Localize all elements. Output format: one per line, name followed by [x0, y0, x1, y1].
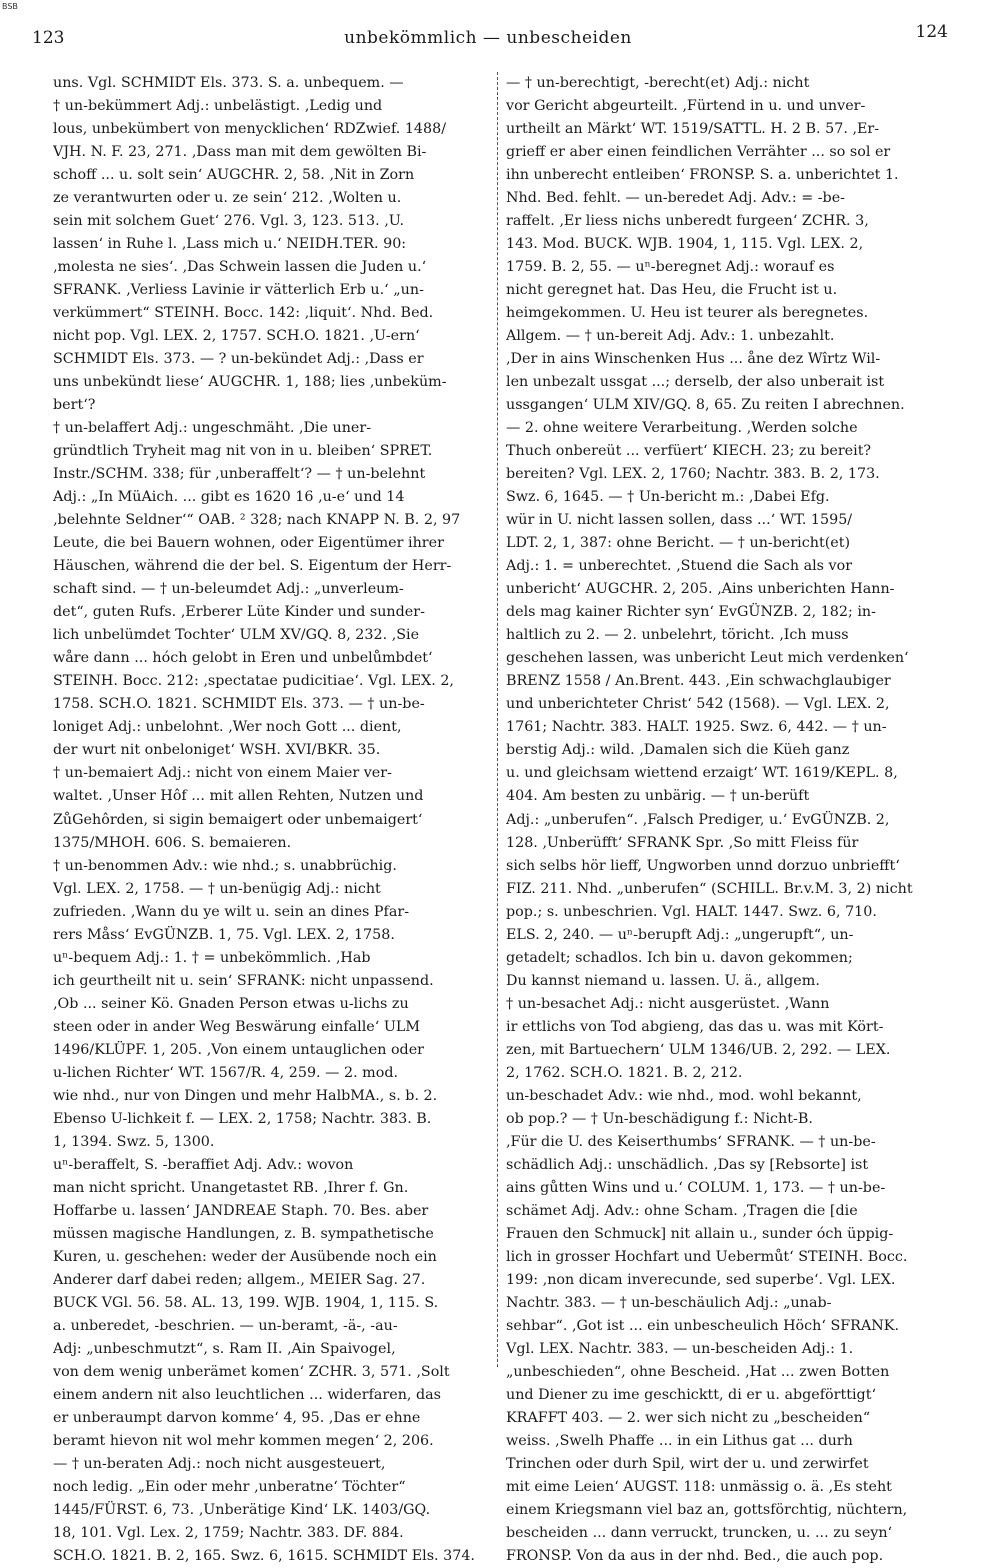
text-line: uⁿ-beraffelt, S. -beraffiet Adj. Adv.: wovon [53, 1156, 354, 1173]
text-line: KRAFFT 403. — 2. wer sich nicht zu „bescheiden“ [506, 1409, 871, 1426]
text-line: zufrieden. ‚Wann du ye wilt u. sein an dines Pfar- [53, 903, 410, 920]
text-line: Ebenso U-lichkeit f. — LEX. 2, 1758; Nachtr. 383. B. [53, 1110, 432, 1127]
text-line: Nhd. Bed. fehlt. — un-beredet Adj. Adv.: = -be- [506, 190, 845, 207]
text-line: schämet Adj. Adv.: ohne Scham. ‚Tragen die [die [506, 1202, 858, 1219]
text-line: Häuschen, während die der bel. S. Eigentum der Herr- [53, 558, 452, 575]
text-line: einem Kriegsmann viel baz an, gottsförchtig, nüchtern, [506, 1501, 908, 1518]
text-line: Frauen den Schmuck] nit allain u., sunder óch üppig- [506, 1225, 894, 1242]
text-line: 404. Am besten zu unbärig. — † un-berüft [506, 788, 810, 805]
text-line: loniget Adj.: unbelohnt. ‚Wer noch Gott ... dient, [53, 719, 402, 736]
text-line: ‚Für die U. des Keiserthumbs‘ SFRANK. — † un-be- [506, 1133, 876, 1150]
text-line: 1759. B. 2, 55. — uⁿ-beregnet Adj.: worauf es [506, 259, 835, 276]
text-line: uns. Vgl. SCHMIDT Els. 373. S. a. unbequem. — [53, 75, 404, 91]
text-line: waltet. ‚Unser Hôf ... mit allen Rehten, Nutzen und [53, 788, 424, 805]
text-line: „unbeschieden“, ohne Bescheid. ‚Hat ... zwen Botten [506, 1363, 890, 1380]
text-line: steen oder in ander Weg Beswärung einfalle‘ ULM [53, 1018, 421, 1035]
library-stamp: BSB [2, 2, 18, 11]
text-line: noch ledig. „Ein oder mehr ‚unberatne‘ Töchter“ [53, 1478, 406, 1495]
text-line: und Diener zu ime geschicktt, di er u. abgeförttigt‘ [506, 1386, 876, 1403]
text-line: a. unberedet, -beschrien. — un-beramt, -ä-, -au- [53, 1317, 398, 1334]
text-line: getadelt; schadlos. Ich bin u. davon gekommen; [506, 949, 853, 966]
text-line: ZůGehôrden, si sigin bemaigert oder unbemaigert‘ [53, 811, 423, 828]
text-line: unbericht‘ AUGCHR. 2, 205. ‚Ains unberichten Hann- [506, 581, 895, 598]
text-line: uns unbekündt liese‘ AUGCHR. 1, 188; lies ‚unbeküm- [53, 374, 447, 391]
text-line: u-lichen Richter‘ WT. 1567/R. 4, 259. — 2. mod. [53, 1064, 399, 1081]
text-line: mit eime Leien‘ AUGST. 118: unmässig o. ä. ‚Es steht [506, 1478, 892, 1495]
text-line: det“, guten Rufs. ‚Erberer Lüte Kinder und sunder- [53, 604, 425, 621]
text-line: wie nhd., nur von Dingen und mehr HalbMA., s. b. 2. [53, 1087, 438, 1104]
text-line: Trinchen oder durh Spil, wirt der u. und zerwirfet [506, 1455, 869, 1472]
text-line: SCHMIDT Els. 373. — ? un-bekündet Adj.: ‚Dass er [53, 351, 424, 368]
text-line: — † un-berechtigt, -berecht(et) Adj.: nicht [506, 75, 810, 91]
text-line: Hoffarbe u. lassen‘ JANDREAE Staph. 70. Bes. aber [53, 1202, 429, 1219]
page-number-left: 123 [32, 28, 65, 48]
text-line: — 2. ohne weitere Verarbeitung. ‚Werden solche [506, 420, 858, 437]
text-line: BRENZ 1558 / An.Brent. 443. ‚Ein schwachglaubiger [506, 673, 891, 690]
text-line: 1, 1394. Swz. 5, 1300. [53, 1133, 215, 1150]
page-header [28, 22, 948, 56]
text-line: FRONSP. Von da aus in der nhd. Bed., die auch pop. [506, 1548, 884, 1564]
text-line: † un-belaffert Adj.: ungeschmäht. ‚Die uner- [53, 420, 372, 437]
text-line: ‚molesta ne sies‘. ‚Das Schwein lassen die Juden u.‘ [53, 259, 427, 276]
text-line: dels mag kainer Richter syn‘ EvGÜNZB. 2, 182; in- [506, 604, 876, 621]
text-line: bescheiden ... dann verruckt, truncken, u. ... zu seyn‘ [506, 1524, 893, 1541]
text-line: vor Gericht abgeurteilt. ‚Fürtend in u. und unver- [506, 98, 866, 115]
left-column [53, 72, 493, 1568]
text-line: ob pop.? — † Un-beschädigung f.: Nicht-B. [506, 1110, 813, 1127]
text-line: geschehen lassen, was unbericht Leut mich verdenken‘ [506, 650, 909, 667]
text-line: rers Måss‘ EvGÜNZB. 1, 75. Vgl. LEX. 2, 1758. [53, 926, 395, 943]
text-line: Kuren, u. geschehen: weder der Ausübende noch ein [53, 1248, 437, 1265]
text-line: der wurt nit onbeloniget‘ WSH. XVI/BKR. 35. [53, 742, 381, 759]
text-line: Instr./SCHM. 338; für ‚unberaffelt‘? — † un-belehnt [53, 466, 426, 483]
text-line: ‚Der in ains Winschenken Hus ... åne dez Wîrtz Wil- [506, 351, 881, 368]
text-line: verkümmert“ STEINH. Bocc. 142: ‚liquit‘. Nhd. Bed. [53, 305, 434, 322]
text-line: von dem wenig unberämet komen‘ ZCHR. 3, 571. ‚Solt [53, 1363, 450, 1380]
text-line: 143. Mod. BUCK. WJB. 1904, 1, 115. Vgl. LEX. 2, [506, 236, 864, 253]
text-line: Swz. 6, 1645. — † Un-bericht m.: ‚Dabei Efg. [506, 489, 830, 506]
text-line: Vgl. LEX. Nachtr. 383. — un-bescheiden Adj.: 1. [506, 1340, 854, 1357]
text-line: 1758. SCH.O. 1821. SCHMIDT Els. 373. — † un-be- [53, 696, 425, 713]
text-line: berstig Adj.: wild. ‚Damalen sich die Küeh ganz [506, 742, 850, 759]
text-line: Thuch onbereüt ... verfüert‘ KIECH. 23; zu bereit? [506, 443, 872, 460]
text-line: ‚Ob ... seiner Kö. Gnaden Person etwas u-lichs zu [53, 995, 409, 1012]
text-line: Vgl. LEX. 2, 1758. — † un-benügig Adj.: nicht [53, 880, 381, 897]
text-line: 1445/FÜRST. 6, 73. ‚Unberätige Kind‘ LK. 1403/GQ. [53, 1501, 431, 1518]
text-line: 128. ‚Unberüfft‘ SFRANK Spr. ‚So mitt Fleiss für [506, 834, 859, 851]
text-line: wür in U. nicht lassen sollen, dass ...‘ WT. 1595/ [506, 512, 853, 529]
text-line: FIZ. 211. Nhd. „unberufen“ (SCHILL. Br.v.M. 3, 2) nicht [506, 880, 913, 897]
text-line: schoff ... u. solt sein‘ AUGCHR. 2, 58. ‚Nit in Zorn [53, 167, 415, 184]
text-line: pop.; s. unbeschrien. Vgl. HALT. 1447. Swz. 6, 710. [506, 903, 877, 920]
text-line: ir ettlichs von Tod abgieng, das das u. was mit Kört- [506, 1018, 884, 1035]
text-line: len unbezalt ussgat ...; derselb, der also unberait ist [506, 374, 885, 391]
text-line: grieff er aber einen feindlichen Verrähter ... so sol er [506, 144, 891, 161]
text-line: zen, mit Bartuechern‘ ULM 1346/UB. 2, 292. — LEX. [506, 1041, 891, 1058]
text-line: STEINH. Bocc. 212: ‚spectatae pudicitiae‘. Vgl. LEX. 2, [53, 673, 454, 690]
text-line: † un-benommen Adv.: wie nhd.; s. unabbrüchig. [53, 857, 397, 874]
text-line: ihn unberecht entleiben‘ FRONSP. S. a. unberichtet 1. [506, 167, 899, 184]
text-line: ussgangen‘ ULM XIV/GQ. 8, 65. Zu reiten I abrechnen. [506, 397, 905, 414]
text-line: un-beschadet Adv.: wie nhd., mod. wohl bekannt, [506, 1087, 862, 1104]
text-line: 199: ‚non dicam inverecunde, sed superbe‘. Vgl. LEX. [506, 1271, 896, 1288]
text-line: sehbar“. ‚Got ist ... ein unbescheulich Höch‘ SFRANK. [506, 1317, 900, 1334]
text-line: urtheilt an Märkt‘ WT. 1519/SATTL. H. 2 B. 57. ‚Er- [506, 121, 880, 138]
text-line: ich geurtheilt nit u. sein‘ SFRANK: nicht unpassend. [53, 972, 434, 989]
text-line: bereiten? Vgl. LEX. 2, 1760; Nachtr. 383. B. 2, 173. [506, 466, 880, 483]
text-line: bert‘? [53, 397, 96, 414]
text-line: lous, unbekümbert von menycklichen‘ RDZwief. 1488/ [53, 121, 447, 138]
text-line: 2, 1762. SCH.O. 1821. B. 2, 212. [506, 1064, 743, 1081]
text-line: heimgekommen. U. Heu ist teurer als beregnetes. [506, 305, 869, 322]
text-line: ELS. 2, 240. — uⁿ-berupft Adj.: „ungerupft“, un- [506, 926, 854, 943]
text-line: 1375/MHOH. 606. S. bemaieren. [53, 834, 292, 851]
text-line: 1761; Nachtr. 383. HALT. 1925. Swz. 6, 442. — † un- [506, 719, 887, 736]
text-line: müssen magische Handlungen, z. B. sympathetische [53, 1225, 434, 1242]
text-line: Nachtr. 383. — † un-beschäulich Adj.: „unab- [506, 1294, 832, 1311]
text-line: haltlich zu 2. — 2. unbelehrt, töricht. ‚Ich muss [506, 627, 849, 644]
text-line: man nicht spricht. Unangetastet RB. ‚Ihrer f. Gn. [53, 1179, 409, 1196]
text-line: weiss. ‚Swelh Phaffe ... in ein Lithus gat ... durh [506, 1432, 853, 1449]
text-line: BUCK VGl. 56. 58. AL. 13, 199. WJB. 1904, 1, 115. S. [53, 1294, 439, 1311]
text-line: sein mit solchem Guet‘ 276. Vgl. 3, 123. 513. ‚U. [53, 213, 405, 230]
text-line: gründtlich Tryheit mag nit von in u. bleiben‘ SPRET. [53, 443, 433, 460]
text-line: uⁿ-bequem Adj.: 1. † = unbekömmlich. ‚Hab [53, 949, 371, 966]
text-line: 18, 101. Vgl. Lex. 2, 1759; Nachtr. 383. DF. 884. [53, 1524, 404, 1541]
text-line: und unberichteter Christ‘ 542 (1568). — Vgl. LEX. 2, [506, 696, 890, 713]
right-column [506, 72, 942, 1568]
text-line: wåre dann ... hóch gelobt in Eren und unbelůmbdet‘ [53, 650, 433, 667]
page-number-right: 124 [915, 22, 948, 42]
text-line: nicht pop. Vgl. LEX. 2, 1757. SCH.O. 1821. ‚U-ern‘ [53, 328, 420, 345]
text-line: lassen‘ in Ruhe l. ‚Lass mich u.‘ NEIDH.TER. 90: [53, 236, 407, 253]
text-line: Du kannst niemand u. lassen. U. ä., allgem. [506, 972, 820, 989]
text-line: sich selbs hör lieff, Ungworben unnd dorzuo unbriefft‘ [506, 857, 900, 874]
text-line: † un-bekümmert Adj.: unbelästigt. ‚Ledig und [53, 98, 383, 115]
text-line: Adj: „unbeschmutzt“, s. Ram II. ‚Ain Spaivogel, [53, 1340, 396, 1357]
text-line: Adj.: „unberufen“. ‚Falsch Prediger, u.‘ EvGÜNZB. 2, [506, 811, 890, 828]
text-line: † un-bemaiert Adj.: nicht von einem Maier ver- [53, 765, 392, 782]
text-line: VJH. N. F. 23, 271. ‚Dass man mit dem gewölten Bi- [53, 144, 427, 161]
text-line: Allgem. — † un-bereit Adj. Adv.: 1. unbezahlt. [506, 328, 835, 345]
text-line: † un-besachet Adj.: nicht ausgerüstet. ‚Wann [506, 995, 830, 1012]
text-line: ze verantwurten oder u. ze sein‘ 212. ‚Wolten u. [53, 190, 402, 207]
text-line: schaft sind. — † un-beleumdet Adj.: „unverleum- [53, 581, 404, 598]
text-line: Adj.: 1. = unberechtet. ‚Stuend die Sach als vor [506, 558, 853, 575]
text-line: raffelt. ‚Er liess nichs unberedt furgeen‘ ZCHR. 3, [506, 213, 869, 230]
text-line: schädlich Adj.: unschädlich. ‚Das sy [Rebsorte] ist [506, 1156, 869, 1173]
text-line: nicht geregnet hat. Das Heu, die Frucht ist u. [506, 282, 838, 299]
text-line: Adj.: „In MüAich. ... gibt es 1620 16 ‚u-e‘ und 14 [53, 489, 405, 506]
text-line: 1496/KLÜPF. 1, 205. ‚Von einem untauglichen oder [53, 1041, 424, 1058]
text-line: SFRANK. ‚Verliess Lavinie ir vätterlich Erb u.‘ „un- [53, 282, 424, 299]
text-line: er unberaumpt darvon komme‘ 4, 95. ‚Das er ehne [53, 1409, 421, 1426]
text-line: beramt hievon nit wol mehr kommen megen‘ 2, 206. [53, 1432, 434, 1449]
text-line: einem andern nit also leuchtlichen ... widerfaren, das [53, 1386, 442, 1403]
text-line: SCH.O. 1821. B. 2, 165. Swz. 6, 1615. SCHMIDT Els. 374. [53, 1548, 475, 1564]
text-line: lich in grosser Hochfart und Uebermůt‘ STEINH. Bocc. [506, 1248, 908, 1265]
text-line: lich unbelümdet Tochter‘ ULM XV/GQ. 8, 232. ‚Sie [53, 627, 420, 644]
column-divider [497, 72, 498, 1367]
text-line: u. und gleichsam wiettend erzaigt‘ WT. 1619/KEPL. 8, [506, 765, 898, 782]
text-line: Leute, die bei Bauern wohnen, oder Eigentümer ihrer [53, 535, 444, 552]
running-head: unbekömmlich — unbescheiden [344, 28, 632, 48]
text-line: ains gůtten Wins und u.‘ COLUM. 1, 173. — † un-be- [506, 1179, 886, 1196]
text-line: ‚belehnte Seldner‘“ OAB. ² 328; nach KNAPP N. B. 2, 97 [53, 512, 461, 529]
text-line: — † un-beraten Adj.: noch nicht ausgesteuert, [53, 1455, 386, 1472]
text-line: LDT. 2, 1, 387: ohne Bericht. — † un-bericht(et) [506, 535, 851, 552]
text-line: Anderer darf dabei reden; allgem., MEIER Sag. 27. [53, 1271, 426, 1288]
